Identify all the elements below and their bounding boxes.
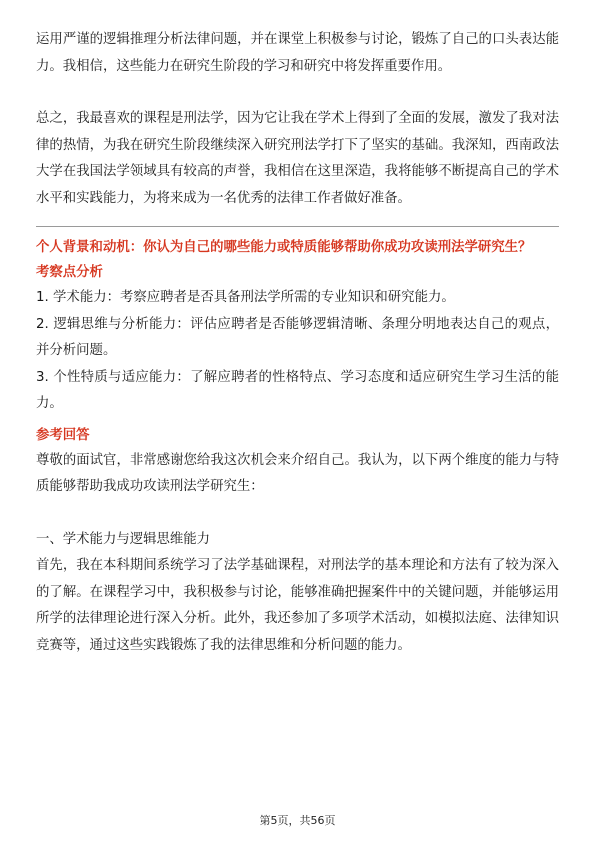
analysis-item-3: 3. 个性特质与适应能力：了解应聘者的性格特点、学习态度和适应研究生学习生活的能力。 xyxy=(36,369,559,411)
intro-paragraph-1: 运用严谨的逻辑推理分析法律问题，并在课堂上积极参与讨论，锻炼了自己的口头表达能力。我相信，这些能力在研究生阶段的学习和研究中将发挥重要作用。 xyxy=(36,32,559,74)
page-number: 第5页，共56页 xyxy=(259,814,336,827)
answer-body: 首先，我在本科期间系统学习了法学基础课程，对刑法学的基本理论和方法有了较为深入的了解。在课程学习中，我积极参与讨论，能够准确把握案件中的关键问题，并能够运用所学的法律理论进行深入分析。此外，我还参加了多项学术活动，如模拟法庭、法律知识竞赛等，通过这些实践锻炼了我的法律思维和分析问题的能力。 xyxy=(36,558,559,653)
answer-subheading: 一、学术能力与逻辑思维能力 xyxy=(36,531,211,547)
section-divider xyxy=(36,226,559,227)
paragraph-gap xyxy=(36,501,559,527)
answer-heading: 参考回答 xyxy=(36,427,90,443)
intro-paragraph-2: 总之，我最喜欢的课程是刑法学，因为它让我在学术上得到了全面的发展，激发了我对法律的热情，为我在研究生阶段继续深入研究刑法学打下了坚实的基础。我深知，西南政法大学在我国法学领域具有较高的声誉，我相信在这里深造，我将能够不断提高自己的学术水平和实践能力，为将来成为一名优秀的法律工作者做好准备。 xyxy=(36,111,559,206)
analysis-heading: 考察点分析 xyxy=(36,265,103,280)
page-content xyxy=(36,27,559,659)
analysis-item-2: 2. 逻辑思维与分析能力：评估应聘者是否能够逻辑清晰、条理分明地表达自己的观点，并分析问题。 xyxy=(36,316,559,358)
answer-opening: 尊敬的面试官，非常感谢您给我这次机会来介绍自己。我认为，以下两个维度的能力与特质能够帮助我成功攻读刑法学研究生： xyxy=(36,452,559,494)
paragraph-gap xyxy=(36,80,559,106)
analysis-item-1: 1. 学术能力：考察应聘者是否具备刑法学所需的专业知识和研究能力。 xyxy=(36,290,455,305)
question-heading: 个人背景和动机：你认为自己的哪些能力或特质能够帮助你成功攻读刑法学研究生？ xyxy=(36,240,532,255)
